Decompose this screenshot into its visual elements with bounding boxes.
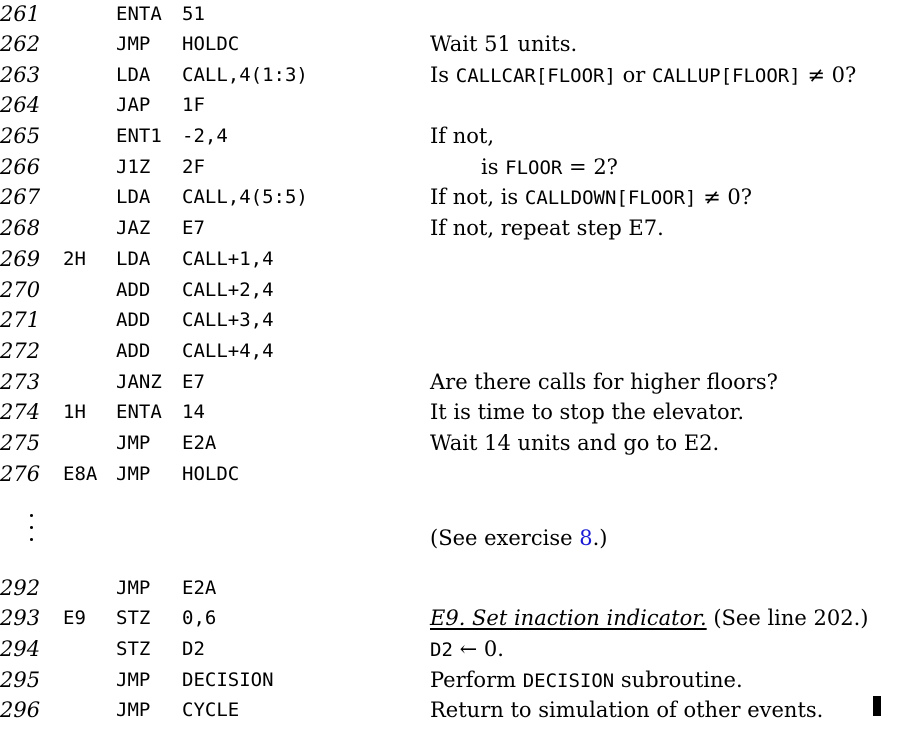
comment-text: .) bbox=[592, 526, 608, 550]
line-number: 269 bbox=[0, 247, 41, 271]
opcode: ADD bbox=[116, 309, 151, 331]
address-field: 1F bbox=[182, 94, 205, 116]
code-line bbox=[0, 124, 909, 155]
address-field: E2A bbox=[182, 432, 217, 454]
address-field: CALL+3,4 bbox=[182, 309, 274, 331]
label-field: 2H bbox=[63, 248, 86, 270]
line-number: 271 bbox=[0, 308, 41, 332]
comment bbox=[430, 606, 868, 630]
line-number: 261 bbox=[0, 2, 41, 26]
code-line bbox=[0, 308, 909, 339]
comment-text: ≠ 0? bbox=[696, 185, 753, 209]
comment bbox=[430, 668, 743, 693]
opcode: LDA bbox=[116, 64, 151, 86]
variable-name: FLOOR bbox=[505, 157, 563, 179]
label-field: 1H bbox=[63, 401, 86, 423]
comment-text: is bbox=[481, 155, 506, 179]
code-line bbox=[0, 185, 909, 216]
code-line bbox=[0, 93, 909, 124]
address-field: CALL+2,4 bbox=[182, 279, 274, 301]
address-field: 51 bbox=[182, 3, 205, 25]
code-line bbox=[0, 339, 909, 370]
line-number: 276 bbox=[0, 462, 41, 486]
exercise-link[interactable]: 8 bbox=[579, 526, 593, 550]
comment: Return to simulation of other events. bbox=[430, 698, 824, 722]
line-number: 294 bbox=[0, 637, 41, 661]
opcode: ADD bbox=[116, 279, 151, 301]
variable-name: CALLCAR[FLOOR] bbox=[455, 65, 616, 87]
line-number: 267 bbox=[0, 185, 41, 209]
line-number: 265 bbox=[0, 124, 41, 148]
opcode: ADD bbox=[116, 340, 151, 362]
code-line bbox=[0, 63, 909, 94]
line-number: 295 bbox=[0, 668, 41, 692]
address-field: CALL,4(5:5) bbox=[182, 186, 308, 208]
code-line bbox=[0, 400, 909, 431]
code-line bbox=[0, 2, 909, 33]
comment: It is time to stop the elevator. bbox=[430, 400, 744, 424]
label-field: E8A bbox=[63, 463, 98, 485]
code-line bbox=[0, 668, 909, 699]
comment: Wait 14 units and go to E2. bbox=[430, 431, 720, 455]
comment: If not, repeat step E7. bbox=[430, 216, 664, 240]
opcode: LDA bbox=[116, 248, 151, 270]
line-number: 296 bbox=[0, 698, 41, 722]
comment-text: Perform bbox=[430, 668, 523, 692]
line-number: 264 bbox=[0, 93, 41, 117]
code-line bbox=[0, 278, 909, 309]
opcode: JMP bbox=[116, 669, 151, 691]
opcode: J1Z bbox=[116, 156, 151, 178]
address-field: 14 bbox=[182, 401, 205, 423]
code-line bbox=[0, 606, 909, 637]
code-line bbox=[0, 247, 909, 278]
opcode: JAZ bbox=[116, 217, 151, 239]
comment-text: or bbox=[615, 63, 652, 87]
opcode: ENT1 bbox=[116, 125, 162, 147]
exercise-note bbox=[430, 526, 607, 550]
address-field: CALL+1,4 bbox=[182, 248, 274, 270]
comment: Are there calls for higher floors? bbox=[430, 370, 778, 394]
line-number: 266 bbox=[0, 155, 41, 179]
code-line bbox=[0, 698, 909, 729]
address-field: CALL,4(1:3) bbox=[182, 64, 308, 86]
line-number: 263 bbox=[0, 63, 41, 87]
opcode: JMP bbox=[116, 463, 151, 485]
variable-name: CALLDOWN[FLOOR] bbox=[524, 187, 697, 209]
comment bbox=[430, 185, 752, 210]
comment-text: If not, is bbox=[430, 185, 525, 209]
opcode: JMP bbox=[116, 33, 151, 55]
opcode: JMP bbox=[116, 577, 151, 599]
line-number: 262 bbox=[0, 32, 41, 56]
address-field: E2A bbox=[182, 577, 217, 599]
address-field: HOLDC bbox=[182, 33, 240, 55]
opcode: ENTA bbox=[116, 401, 162, 423]
code-line bbox=[0, 216, 909, 247]
address-field: -2,4 bbox=[182, 125, 228, 147]
variable-name: DECISION bbox=[522, 670, 615, 692]
opcode: LDA bbox=[116, 186, 151, 208]
code-line bbox=[0, 431, 909, 462]
opcode: STZ bbox=[116, 638, 151, 660]
comment-text: ← 0. bbox=[452, 637, 504, 661]
line-number: 273 bbox=[0, 370, 41, 394]
comment-text: (See line 202.) bbox=[706, 606, 869, 630]
address-field: E7 bbox=[182, 217, 205, 239]
line-number: 274 bbox=[0, 400, 41, 424]
line-number: 270 bbox=[0, 278, 41, 302]
opcode: JMP bbox=[116, 699, 151, 721]
comment-text: subroutine. bbox=[614, 668, 743, 692]
gap-note-row bbox=[0, 526, 909, 557]
opcode: STZ bbox=[116, 607, 151, 629]
variable-name: D2 bbox=[430, 639, 453, 661]
address-field: HOLDC bbox=[182, 463, 240, 485]
opcode: JANZ bbox=[116, 371, 162, 393]
address-field: 0,6 bbox=[182, 607, 217, 629]
end-of-proof-icon bbox=[873, 696, 881, 716]
comment-text: ≠ 0? bbox=[800, 63, 857, 87]
address-field: DECISION bbox=[182, 669, 274, 691]
comment-text: = 2? bbox=[562, 155, 618, 179]
opcode: JMP bbox=[116, 432, 151, 454]
label-field: E9 bbox=[63, 607, 86, 629]
line-number: 292 bbox=[0, 576, 41, 600]
comment bbox=[481, 155, 618, 180]
line-number: 272 bbox=[0, 339, 41, 363]
comment: Wait 51 units. bbox=[430, 32, 578, 56]
code-line bbox=[0, 576, 909, 607]
opcode: JAP bbox=[116, 94, 151, 116]
code-line bbox=[0, 155, 909, 186]
code-line bbox=[0, 370, 909, 401]
code-line bbox=[0, 462, 909, 493]
code-line bbox=[0, 637, 909, 668]
address-field: CYCLE bbox=[182, 699, 240, 721]
address-field: CALL+4,4 bbox=[182, 340, 274, 362]
address-field: D2 bbox=[182, 638, 205, 660]
comment-text: (See exercise bbox=[430, 526, 580, 550]
line-number: 268 bbox=[0, 216, 41, 240]
address-field: E7 bbox=[182, 371, 205, 393]
address-field: 2F bbox=[182, 156, 205, 178]
comment-text: Is bbox=[430, 63, 456, 87]
step-heading: E9. Set inaction indicator. bbox=[430, 606, 707, 630]
variable-name: CALLUP[FLOOR] bbox=[651, 65, 801, 87]
line-number: 293 bbox=[0, 606, 41, 630]
line-number: 275 bbox=[0, 431, 41, 455]
comment: If not, bbox=[430, 124, 495, 148]
opcode: ENTA bbox=[116, 3, 162, 25]
comment bbox=[430, 63, 856, 88]
comment bbox=[430, 637, 504, 662]
code-line bbox=[0, 32, 909, 63]
